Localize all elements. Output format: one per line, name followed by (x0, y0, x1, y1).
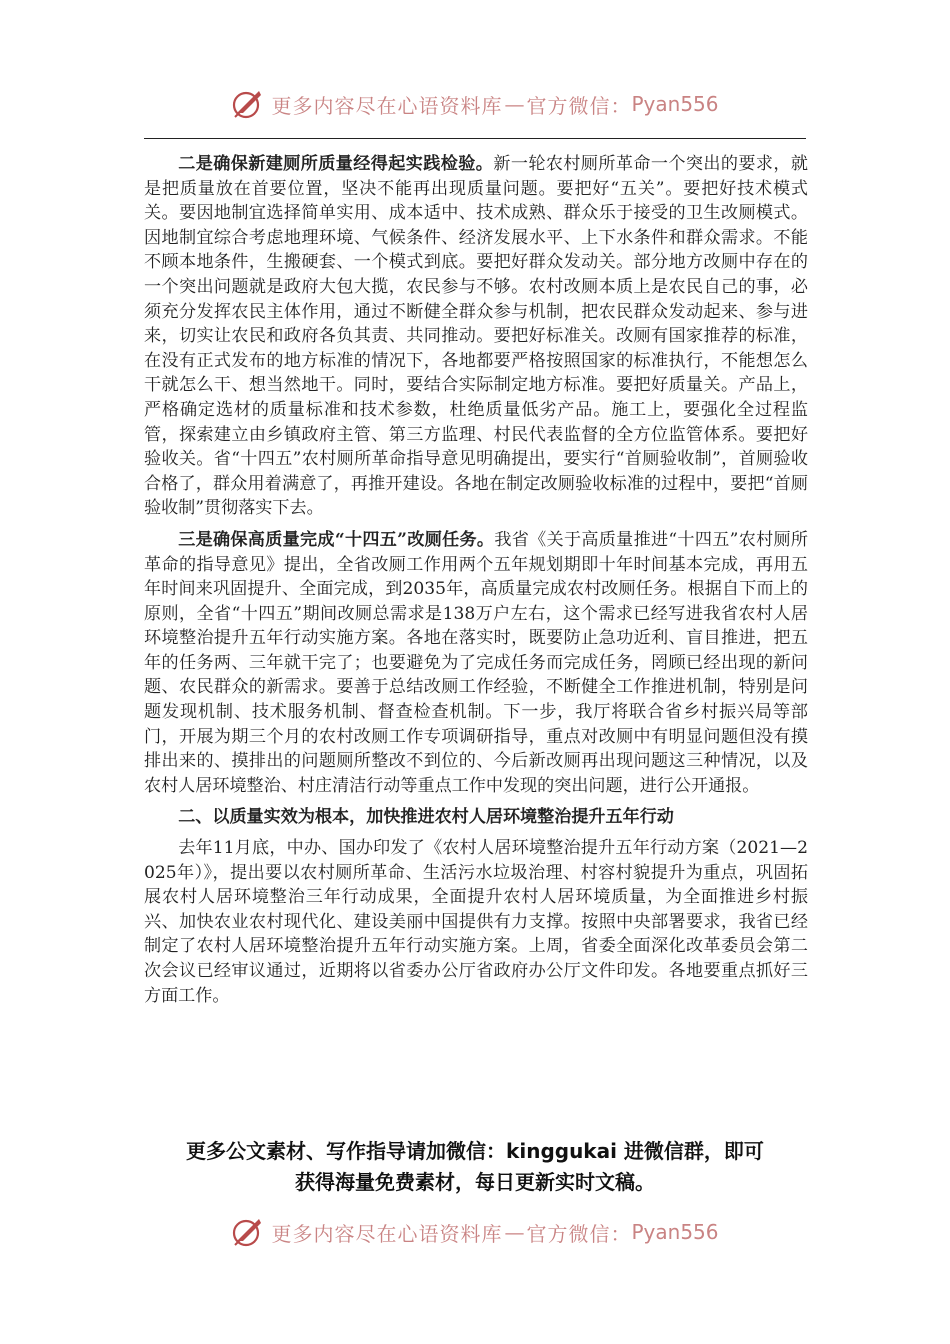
paragraph-task (144, 528, 808, 799)
paragraph-text: 我省《关于高质量推进“十四五”农村厕所革命的指导意见》提出，全省改厕工作用两个五年规划期即十年时间基本完成，再用五年时间来巩固提升、全面完成，到2035年，高质量完成农村改厕任务。根据自下而上的原则，全省“十四五”期间改厕总需求是138万户左右，这个需求已经写进我省农村人居环境整治提升五年行动实施方案。各地在落实时，既要防止急功近利、盲目推进，把五年的任务两、三年就干完了；也要避免为了完成任务而完成任务，罔顾已经出现的新问题、农民群众的新需求。要善于总结改厕工作经验，不断健全工作推进机制，特别是问题发现机制、技术服务机制、督查检查机制。下一步，我厅将联合省乡村振兴局等部门，开展为期三个月的农村改厕工作专项调研指导，重点对改厕中有明显问题但没有摸排出来的、摸排出的问题厕所整改不到位的、今后新改厕再出现问题这三种情况，以及农村人居环境整治、村庄清洁行动等重点工作中发现的突出问题，进行公开通报。 (144, 529, 808, 796)
banner-wechat-id: Pyan556 (631, 92, 719, 116)
banner-wechat-id: Pyan556 (631, 1220, 719, 1244)
paragraph-closing: 去年11月底，中办、国办印发了《农村人居环境整治提升五年行动方案（2021—2025年）》，提出要以农村厕所革命、生活污水垃圾治理、村容村貌提升为重点，巩固拓展农村人居环境整治三年行动成果，全面提升农村人居环境质量，为全面推进乡村振兴、加快农业农村现代化、建设美丽中国提供有力支撑。按照中央部署要求，我省已经制定了农村人居环境整治提升五年行动实施方案。上周，省委全面深化改革委员会第二次会议已经审议通过，近期将以省委办公厅省政府办公厅文件印发。各地要重点抓好三方面工作。 (144, 838, 808, 1006)
banner-separator: — (504, 1220, 525, 1244)
section-heading: 二、以质量实效为根本，加快推进农村人居环境整治提升五年行动 (178, 807, 674, 828)
quill-logo-icon (231, 1215, 265, 1249)
banner-wechat-label: 官方微信： (526, 1221, 632, 1246)
header-banner (0, 84, 950, 124)
promo-line-2: 获得海量免费素材，每日更新实时文稿。 (295, 1170, 655, 1194)
footer-banner (0, 1212, 950, 1252)
banner-text: 更多内容尽在心语资料库 (271, 1221, 503, 1246)
header-rule (144, 138, 806, 139)
paragraph-quality (144, 152, 808, 521)
document-body (144, 152, 808, 1015)
banner-separator: — (504, 92, 525, 116)
paragraph-lead: 三是确保高质量完成“十四五”改厕任务。 (178, 529, 495, 550)
promo-text (100, 1136, 850, 1198)
banner-wechat-label: 官方微信： (526, 93, 632, 118)
quill-logo-icon (231, 87, 265, 121)
promo-line-1: 更多公文素材、写作指导请加微信：kinggukai 进微信群，即可 (186, 1139, 764, 1163)
paragraph-lead: 二是确保新建厕所质量经得起实践检验。 (178, 154, 494, 174)
banner-text: 更多内容尽在心语资料库 (271, 93, 503, 118)
paragraph-text: 新一轮农村厕所革命一个突出的要求，就是把质量放在首要位置，坚决不能再出现质量问题。要把好“五关”。要把好技术模式关。要因地制宜选择简单实用、成本适中、技术成熟、群众乐于接受的卫生改厕模式。因地制宜综合考虑地理环境、气候条件、经济发展水平、上下水条件和群众需求。不能不顾本地条件，生搬硬套、一个模式到底。要把好群众发动关。部分地方改厕中存在的一个突出问题就是政府大包大揽，农民参与不够。农村改厕本质上是农民自己的事，必须充分发挥农民主体作用，通过不断健全群众参与机制，把农民群众发动起来、参与进来，切实让农民和政府各负其责、共同推动。要把好标准关。改厕有国家推荐的标准，在没有正式发布的地方标准的情况下，各地都要严格按照国家的标准执行，不能想怎么干就怎么干、想当然地干。同时，要结合实际制定地方标准。要把好质量关。产品上，严格确定选材的质量标准和技术参数，杜绝质量低劣产品。施工上，要强化全过程监管，探索建立由乡镇政府主管、第三方监理、村民代表监督的全方位监管体系。要把好验收关。省“十四五”农村厕所革命指导意见明确提出，要实行“首厕验收制”，首厕验收合格了，群众用着满意了，再推开建设。各地在制定改厕验收标准的过程中，要把“首厕验收制”贯彻落实下去。 (144, 154, 809, 519)
